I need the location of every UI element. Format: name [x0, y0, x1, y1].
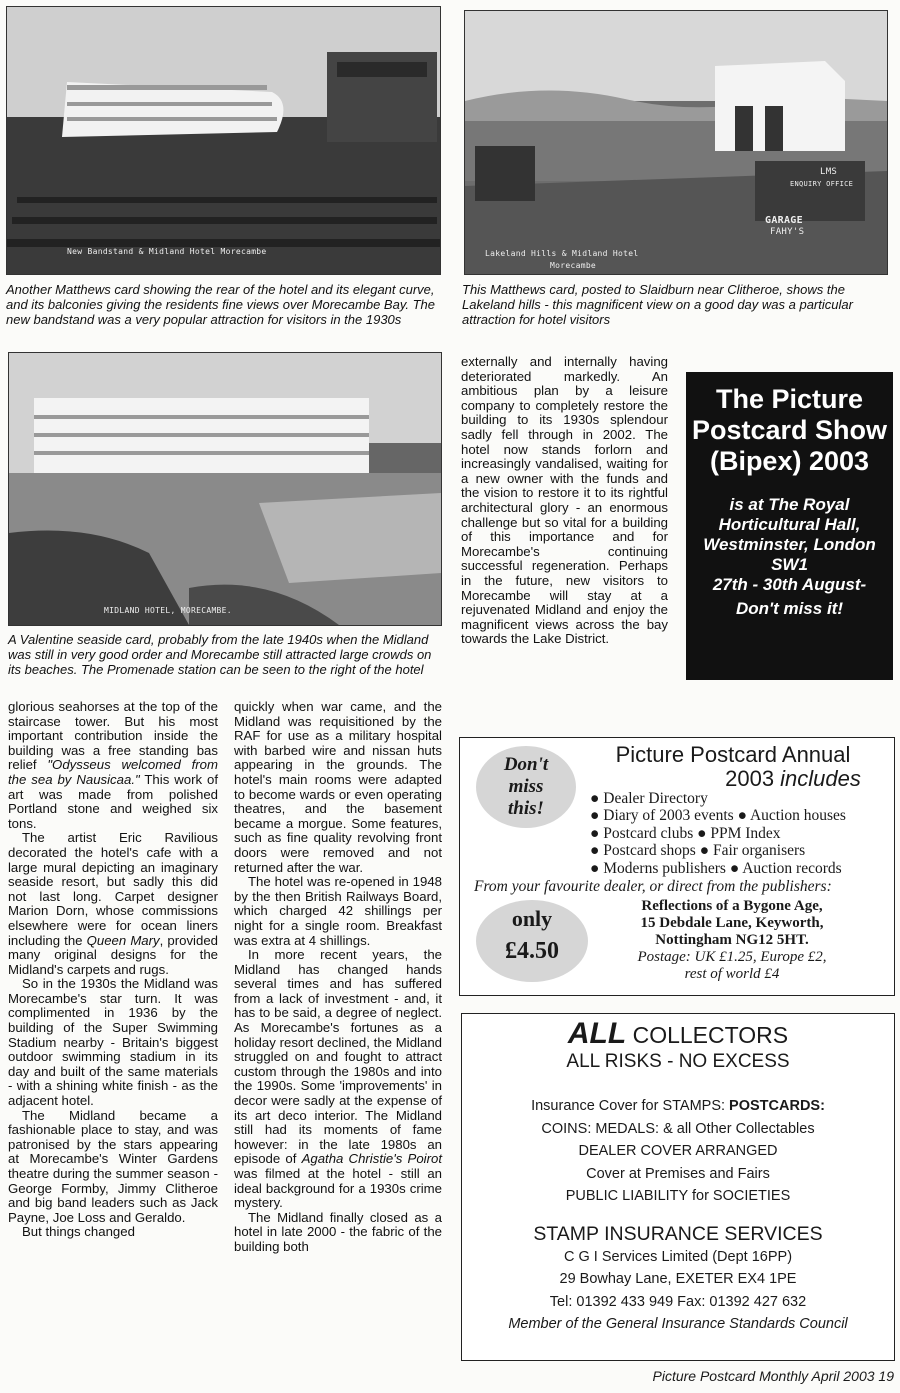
- bandstand-postcard-photo: [6, 6, 441, 275]
- list-item: ● Diary of 2003 events ● Auction houses: [590, 807, 846, 825]
- price-badge: only £4.50: [476, 900, 588, 982]
- fahys-sign: FAHY'S: [770, 227, 805, 237]
- article-paragraph: But things changed: [22, 1224, 135, 1240]
- page-footer: Picture Postcard Monthly April 2003 19: [652, 1368, 894, 1384]
- bipex-venue: is at The Royal Horticultural Hall, Westminster, London SW1: [703, 495, 876, 574]
- bipex-tagline: Don't miss it!: [736, 599, 843, 618]
- article-paragraph: The hotel was re-opened in 1948 by the then British Railways Board, which charged 42 shillings per night for a single room. Breakfast was extra at 4 shillings.: [234, 874, 442, 948]
- photo-caption-sub: Morecambe: [550, 261, 597, 270]
- insurance-line: COINS: MEDALS: & all Other Collectables: [541, 1120, 815, 1137]
- photo-caption: MIDLAND HOTEL, MORECAMBE.: [104, 606, 232, 615]
- caption-lakeland: This Matthews card, posted to Slaidburn near Clitheroe, shows the Lakeland hills - this magnificent view on a good day was a particular attraction for hotel visitors: [462, 282, 853, 327]
- company-dept: C G I Services Limited (Dept 16PP): [563, 1248, 793, 1265]
- article-paragraph: The Midland finally closed as a hotel in late 2000 - the fabric of the building both: [234, 1209, 442, 1254]
- publisher-address: Reflections of a Bygone Age, 15 Debdale Lane, Keyworth, Nottingham NG12 5HT. Postage: UK £1.25, Europe £2, rest of world £4: [637, 898, 827, 982]
- dont-miss-badge: Don't miss this!: [476, 746, 576, 828]
- caption-seaside: A Valentine seaside card, probably from the late 1940s when the Midland was still in very good order and Morecambe still attracted large crowds on its beaches. The Promenade station can be seen to the right of the hotel: [8, 632, 432, 677]
- company-address: 29 Bowhay Lane, EXETER EX4 1PE: [559, 1271, 797, 1287]
- article-paragraph: quickly when war came, and the Midland was requisitioned by the RAF for use as a military hospital with barbed wire and nissan huts appearing in the grounds. The hotel's main rooms were adapted to become wards or even operating theatres, and the basement became a morgue. Some features, such as fine quality revolving front doors were removed and not returned after the war.: [234, 699, 442, 875]
- article-paragraph: In more recent years, the Midland has changed hands several times and has suffered from a lack of investment - and, it has to be said, a degree of neglect. As Morecambe's fortunes as a holiday resort declined, the Midland struggled on and fought to attract custom through the 1980s and into the 1990s. Some 'improvements' in decor were sadly at the expense of its art deco interior. The Midland still had its moments of fame however: in the late 1980s an episode of Agatha Christie's Poirot was filmed at the hotel - still an ideal background for a 1930s crime mystery.: [234, 947, 442, 1211]
- lakeland-hills-postcard-photo: [464, 10, 888, 275]
- company-phone: Tel: 01392 433 949 Fax: 01392 427 632: [549, 1293, 807, 1310]
- insurance-line: Cover at Premises and Fairs: [586, 1165, 770, 1182]
- insurance-line: PUBLIC LIABILITY for SOCIETIES: [565, 1188, 791, 1204]
- photo-caption: New Bandstand & Midland Hotel Morecambe: [67, 247, 267, 256]
- list-item: ● Dealer Directory: [590, 790, 708, 807]
- company-membership: Member of the General Insurance Standards Council: [508, 1316, 848, 1332]
- article-paragraph: glorious seahorses at the top of the staircase tower. But his most important contribution inside the building was a free standing bas relief "Odysseus welcomed from the sea by Nausicaa." This work of art was made from polished Portland stone and weighed six tons.: [8, 699, 219, 831]
- caption-bandstand: Another Matthews card showing the rear of the hotel and its elegant curve, and its balconies giving the residents fine views over Morecambe Bay. The new bandstand was a very popular attraction for visitors in the 1930s: [6, 282, 435, 327]
- company-name: STAMP INSURANCE SERVICES: [533, 1222, 823, 1245]
- insurance-heading: ALL COLLECTORS: [567, 1017, 789, 1050]
- article-text-mid: [234, 700, 442, 1255]
- bipex-title: The Picture Postcard Show (Bipex) 2003: [691, 384, 888, 476]
- garage-sign: GARAGE: [765, 215, 803, 226]
- bipex-advert: [686, 372, 893, 680]
- annual-contents-list: [590, 790, 890, 877]
- lms-sign: LMS: [820, 167, 838, 177]
- article-paragraph: The Midland became a fashionable place to stay, and was patronised by the stars appearing at Morecambe's Winter Gardens theatre during the summer season - George Formby, Jimmy Clitheroe and big band leaders such as Jack Payne, Joe Loss and Geraldo.: [8, 1107, 218, 1225]
- postcard-annual-advert: [459, 737, 895, 996]
- article-paragraph: The artist Eric Ravilious decorated the hotel's cafe with a large mural depicting an imaginary seaside resort, but sadly this did not last long. Carpet designer Marion Dorn, whose commissions elsewhere were for ocean liners including the Queen Mary, provided many original designs for the Midland's carpets and rugs.: [8, 830, 218, 977]
- insurance-advert: [461, 1013, 895, 1361]
- insurance-subheading: ALL RISKS - NO EXCESS: [566, 1051, 790, 1072]
- enquiry-office-sign: ENQUIRY OFFICE: [790, 180, 854, 188]
- article-text-mid-top: [461, 355, 668, 647]
- list-item: ● Moderns publishers ● Auction records: [590, 859, 842, 877]
- seaside-postcard-photo: [8, 352, 442, 626]
- list-item: ● Postcard shops ● Fair organisers: [590, 842, 806, 860]
- annual-from-text: From your favourite dealer, or direct from the publishers:: [474, 878, 832, 895]
- annual-title: Picture Postcard Annual 2003 includes: [615, 742, 861, 791]
- insurance-line: Insurance Cover for STAMPS: POSTCARDS:: [531, 1098, 825, 1114]
- bipex-dates: 27th - 30th August-: [712, 575, 867, 594]
- article-paragraph: externally and internally having deteriorated markedly. An ambitious plan by a leisure company to completely restore the building to its 1930s splendour sadly fell through in 2002. The hotel now stands forlorn and increasingly vandalised, waiting for a new owner with the funds and the vision to restore it to its rightful architectural glory - an enormous challenge but so vital for a building of this importance and for Morecambe's continuing successful regeneration. Perhaps in the future, new visitors to Morecambe will stay at a rejuvenated Midland and enjoy the magnificent views across the bay towards the Lake District.: [461, 354, 668, 647]
- article-paragraph: So in the 1930s the Midland was Morecambe's star turn. It was complimented in 1936 by the building of the Super Swimming Stadium nearby - Britain's biggest outdoor swimming stadium in its day and built of the same materials - with a shining white finish - as the adjacent hotel.: [8, 976, 218, 1109]
- photo-caption: Lakeland Hills & Midland Hotel: [485, 249, 639, 258]
- article-text-left: [8, 700, 218, 1240]
- list-item: ● Postcard clubs ● PPM Index: [590, 824, 781, 842]
- insurance-line: DEALER COVER ARRANGED: [578, 1143, 778, 1159]
